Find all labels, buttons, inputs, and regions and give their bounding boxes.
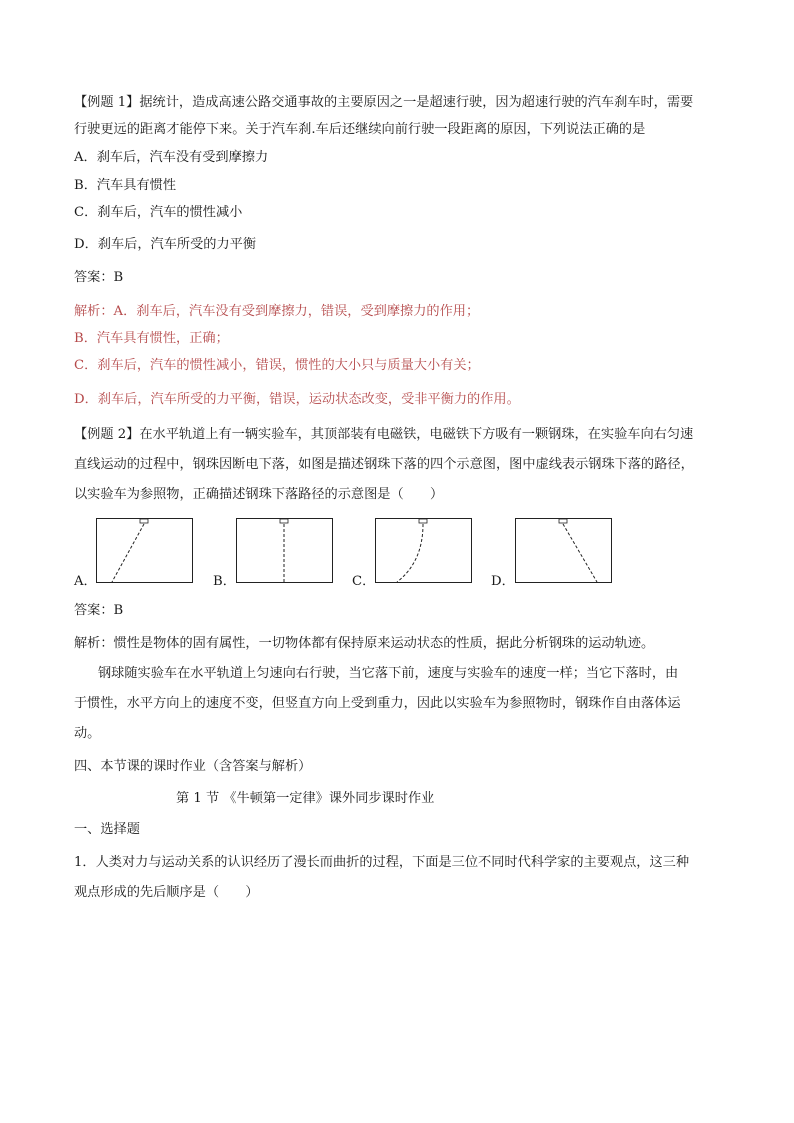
example1-question-line1: 【例题 1】据统计，造成高速公路交通事故的主要原因之一是超速行驶，因为超速行驶的汽车刹车时，需要 [74, 95, 694, 110]
figure-b [236, 518, 334, 584]
example1-option-d: D．刹车后，汽车所受的力平衡 [74, 237, 257, 252]
example2-question-line1: 【例题 2】在水平轨道上有一辆实验车，其顶部装有电磁铁，电磁铁下方吸有一颗钢珠，在实验车向右匀速 [74, 427, 694, 442]
example1-option-b: B．汽车具有惯性 [74, 178, 177, 193]
question1-line1: 1．人类对力与运动关系的认识经历了漫长而曲折的过程，下面是三位不同时代科学家的主要观点，这三种 [74, 855, 690, 870]
figure-c-label: C． [352, 574, 376, 589]
example2-analysis-para-line1: 钢球随实验车在水平轨道上匀速向右行驶，当它落下前，速度与实验车的速度一样；当它下落时，由 [98, 666, 679, 681]
example2-analysis-para-line3: 动。 [74, 726, 101, 741]
figure-c [375, 518, 473, 584]
section4-heading: 四、本节课的课时作业（含答案与解析） [74, 759, 312, 774]
figure-a [96, 518, 194, 584]
figure-a-label: A． [74, 574, 97, 589]
figure-d-label: D． [491, 574, 515, 589]
example2-analysis-para-line2: 于惯性，水平方向上的速度不变，但竖直方向上受到重力，因此以实验车为参照物时，钢珠作自由落体运 [74, 696, 681, 711]
question1-line2: 观点形成的先后顺序是（ ） [74, 885, 259, 900]
example1-answer: 答案：B [74, 270, 124, 285]
example1-option-a: A．刹车后，汽车没有受到摩擦力 [74, 150, 269, 165]
example1-analysis-d: D．刹车后，汽车所受的力平衡，错误，运动状态改变，受非平衡力的作用。 [74, 392, 520, 407]
example2-analysis-line1: 解析：惯性是物体的固有属性，一切物体都有保持原来运动状态的性质，据此分析钢珠的运动轨迹。 [74, 636, 655, 651]
example1-question-line2: 行驶更远的距离才能停下来。关于汽车刹.车后还继续向前行驶一段距离的原因，下列说法正确的是 [74, 122, 646, 137]
example2-question-line3: 以实验车为参照物，正确描述钢珠下落路径的示意图是（ ） [74, 487, 444, 502]
part1-heading: 一、选择题 [74, 822, 140, 837]
example2-answer: 答案：B [74, 603, 124, 618]
example1-analysis-a: 解析：A．刹车后，汽车没有受到摩擦力，错误，受到摩擦力的作用； [74, 304, 480, 319]
figure-d [515, 518, 613, 584]
homework-subtitle: 第 1 节 《牛顿第一定律》课外同步课时作业 [176, 791, 435, 806]
example1-analysis-c: C．刹车后，汽车的惯性减小，错误，惯性的大小只与质量大小有关； [74, 358, 480, 373]
example2-question-line2: 直线运动的过程中，钢珠因断电下落，如图是描述钢珠下落的四个示意图，图中虚线表示钢珠下落的路径， [74, 457, 694, 472]
example1-option-c: C．刹车后，汽车的惯性减小 [74, 205, 243, 220]
figure-b-label: B． [213, 574, 236, 589]
example1-analysis-b: B．汽车具有惯性，正确； [74, 331, 229, 346]
